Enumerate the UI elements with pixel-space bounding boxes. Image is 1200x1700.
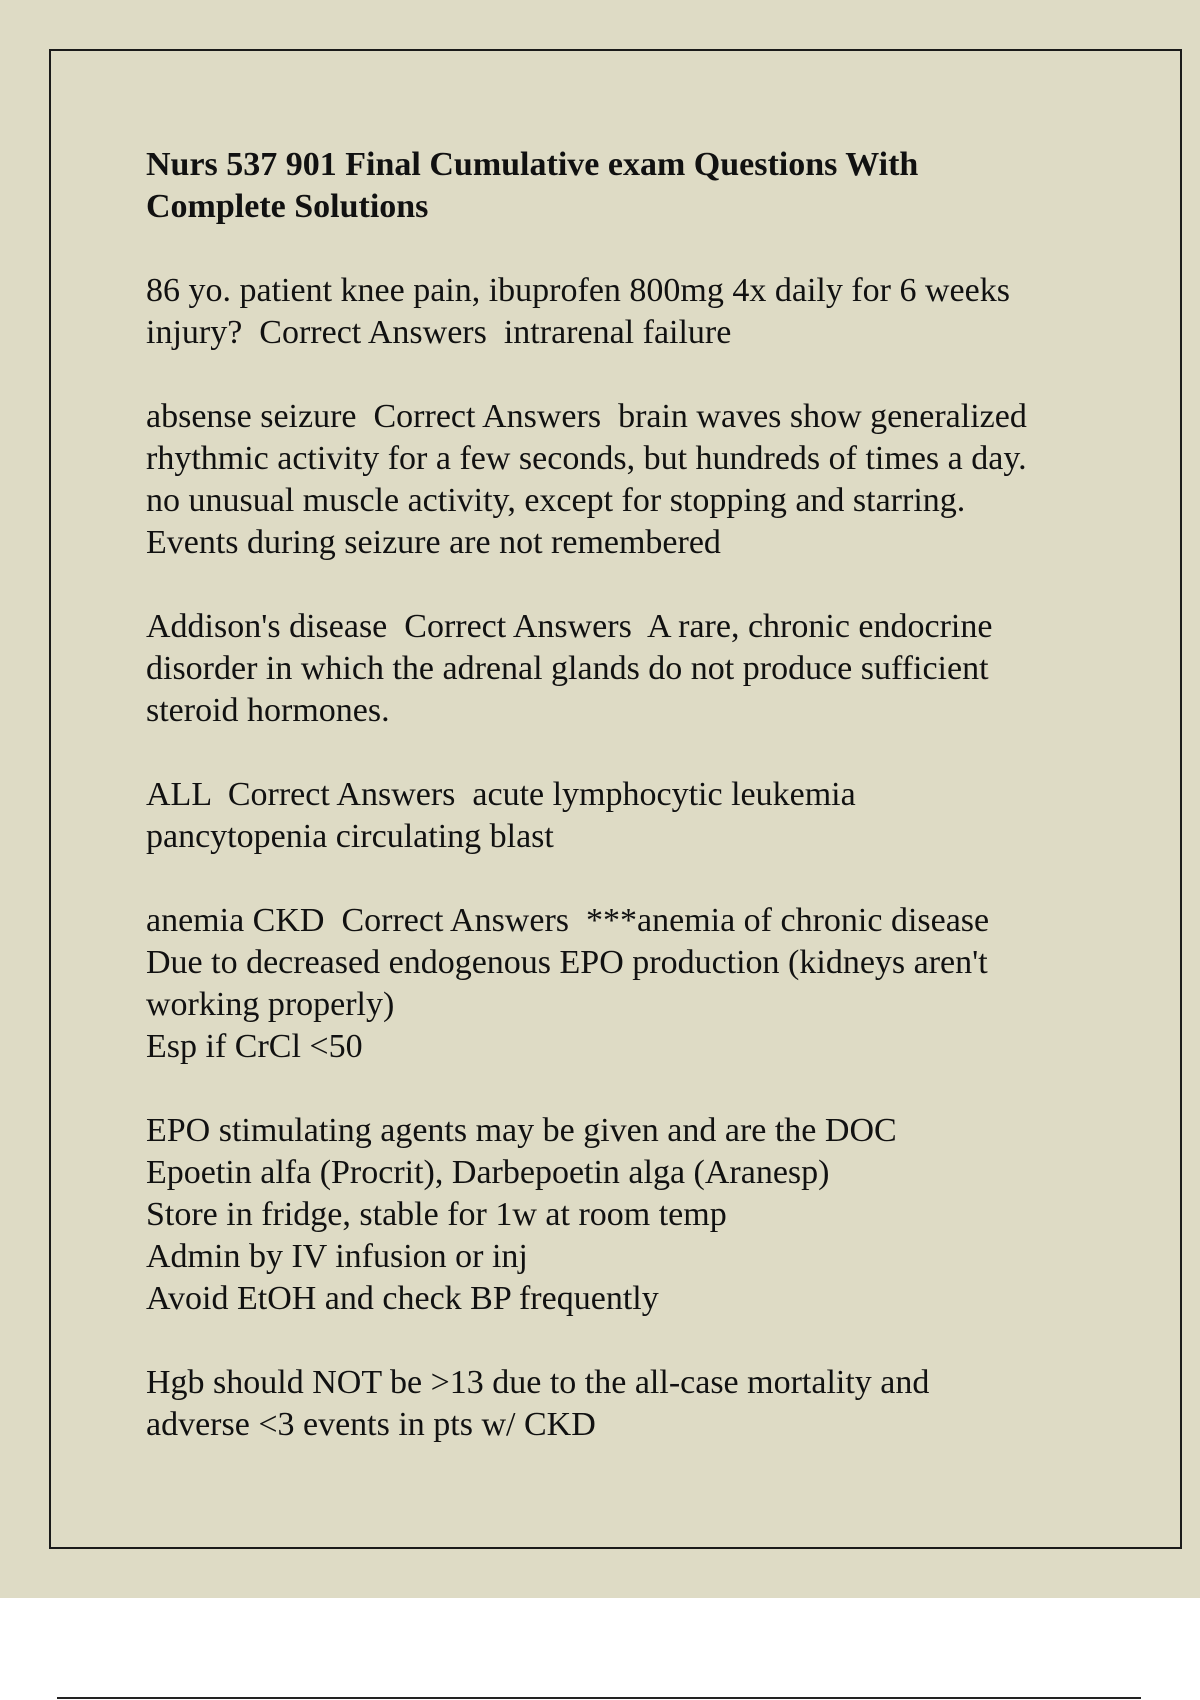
note-epo-agents xyxy=(146,1110,1126,1320)
entry-line: absense seizure Correct Answers brain waves show generalized xyxy=(146,398,1027,435)
qa-entry-absense-seizure xyxy=(146,396,1126,564)
qa-entry-all xyxy=(146,774,1126,858)
document-title-line: Nurs 537 901 Final Cumulative exam Questions With xyxy=(146,146,919,183)
document-title-line: Complete Solutions xyxy=(146,188,429,225)
entry-line: Store in fridge, stable for 1w at room temp xyxy=(146,1196,727,1233)
entry-line: Hgb should NOT be >13 due to the all-case mortality and xyxy=(146,1364,930,1401)
qa-entry-knee-pain xyxy=(146,270,1126,354)
entry-line: Due to decreased endogenous EPO production (kidneys aren't xyxy=(146,944,988,981)
entry-line: no unusual muscle activity, except for stopping and starring. xyxy=(146,482,966,519)
qa-entry-anemia-ckd xyxy=(146,900,1126,1068)
page-bottom-divider xyxy=(57,1697,1141,1699)
entry-line: steroid hormones. xyxy=(146,692,390,729)
entry-line: disorder in which the adrenal glands do not produce sufficient xyxy=(146,650,989,687)
entry-line: ALL Correct Answers acute lymphocytic leukemia xyxy=(146,776,856,813)
qa-entry-addisons-disease xyxy=(146,606,1126,732)
entry-line: injury? Correct Answers intrarenal failure xyxy=(146,314,732,351)
document-content xyxy=(146,144,1126,1488)
entry-line: 86 yo. patient knee pain, ibuprofen 800mg 4x daily for 6 weeks xyxy=(146,272,1010,309)
entry-line: working properly) xyxy=(146,986,395,1023)
entry-line: pancytopenia circulating blast xyxy=(146,818,554,855)
entry-line: Addison's disease Correct Answers A rare, chronic endocrine xyxy=(146,608,993,645)
entry-line: anemia CKD Correct Answers ***anemia of chronic disease xyxy=(146,902,990,939)
note-hgb-limit xyxy=(146,1362,1126,1446)
entry-line: rhythmic activity for a few seconds, but hundreds of times a day. xyxy=(146,440,1027,477)
entry-line: Epoetin alfa (Procrit), Darbepoetin alga (Aranesp) xyxy=(146,1154,830,1191)
entry-line: adverse <3 events in pts w/ CKD xyxy=(146,1406,596,1443)
entry-line: Avoid EtOH and check BP frequently xyxy=(146,1280,659,1317)
document-title xyxy=(146,144,1126,228)
entry-line: EPO stimulating agents may be given and are the DOC xyxy=(146,1112,897,1149)
entry-line: Admin by IV infusion or inj xyxy=(146,1238,528,1275)
entry-line: Esp if CrCl <50 xyxy=(146,1028,363,1065)
entry-line: Events during seizure are not remembered xyxy=(146,524,721,561)
